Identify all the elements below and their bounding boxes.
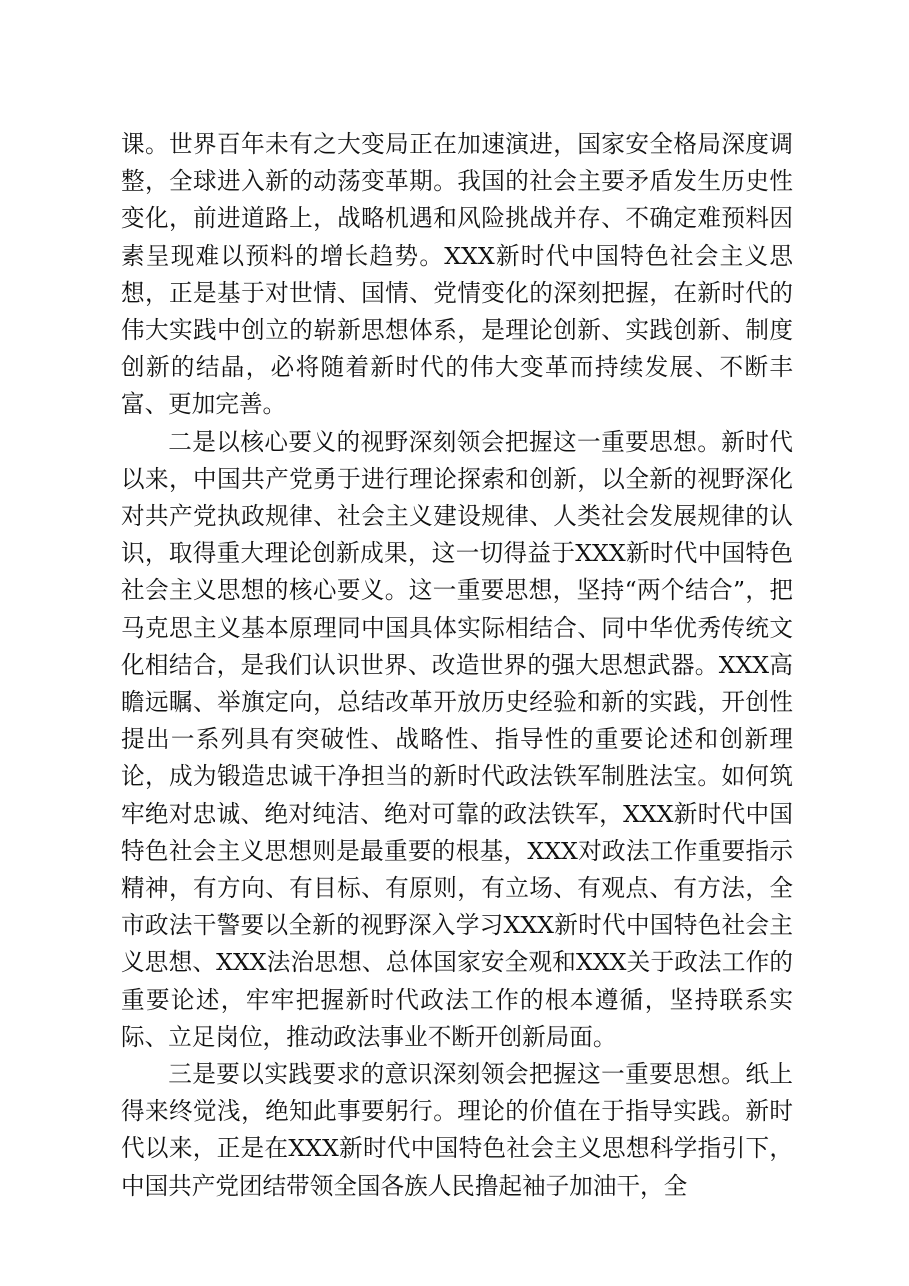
paragraph-practice-requirements: 三是要以实践要求的意识深刻领会把握这一重要思想。纸上得来终觉浅，绝知此事要躬行。理论的价值在于指导实践。新时代以来，正是在XXX新时代中国特色社会主义思想科学指引下，中国共产党团结带领全国各族人民撸起袖子加油干，全 [121, 1060, 793, 1200]
document-body [121, 126, 793, 1205]
paragraph-core-essentials: 二是以核心要义的视野深刻领会把握这一重要思想。新时代以来，中国共产党勇于进行理论探索和创新，以全新的视野深化对共产党执政规律、社会主义建设规律、人类社会发展规律的认识，取得重大理论创新成果，这一切得益于XXX新时代中国特色社会主义思想的核心要义。这一重要思想，坚持“两个结合”，把马克思主义基本原理同中国具体实际相结合、同中华优秀传统文化相结合，是我们认识世界、改造世界的强大思想武器。XXX高瞻远瞩、举旗定向，总结改革开放历史经验和新的实践，开创性提出一系列具有突破性、战略性、指导性的重要论述和创新理论，成为锻造忠诚干净担当的新时代政法铁军制胜法宝。如何筑牢绝对忠诚、绝对纯洁、绝对可靠的政法铁军，XXX新时代中国特色社会主义思想则是最重要的根基，XXX对政法工作重要指示精神，有方向、有目标、有原则，有立场、有观点、有方法，全市政法干警要以全新的视野深入学习XXX新时代中国特色社会主义思想、XXX法治思想、总体国家安全观和XXX关于政法工作的重要论述，牢牢把握新时代政法工作的根本遵循，坚持联系实际、立足岗位，推动政法事业不断开创新局面。 [121, 427, 793, 1051]
paragraph-continuation: 课。世界百年未有之大变局正在加速演进，国家安全格局深度调整，全球进入新的动荡变革期。我国的社会主要矛盾发生历史性变化，前进道路上，战略机遇和风险挑战并存、不确定难预料因素呈现难以预料的增长趋势。XXX新时代中国特色社会主义思想，正是基于对世情、国情、党情变化的深刻把握，在新时代的伟大实践中创立的崭新思想体系，是理论创新、实践创新、制度创新的结晶，必将随着新时代的伟大变革而持续发展、不断丰富、更加完善。 [121, 130, 793, 419]
